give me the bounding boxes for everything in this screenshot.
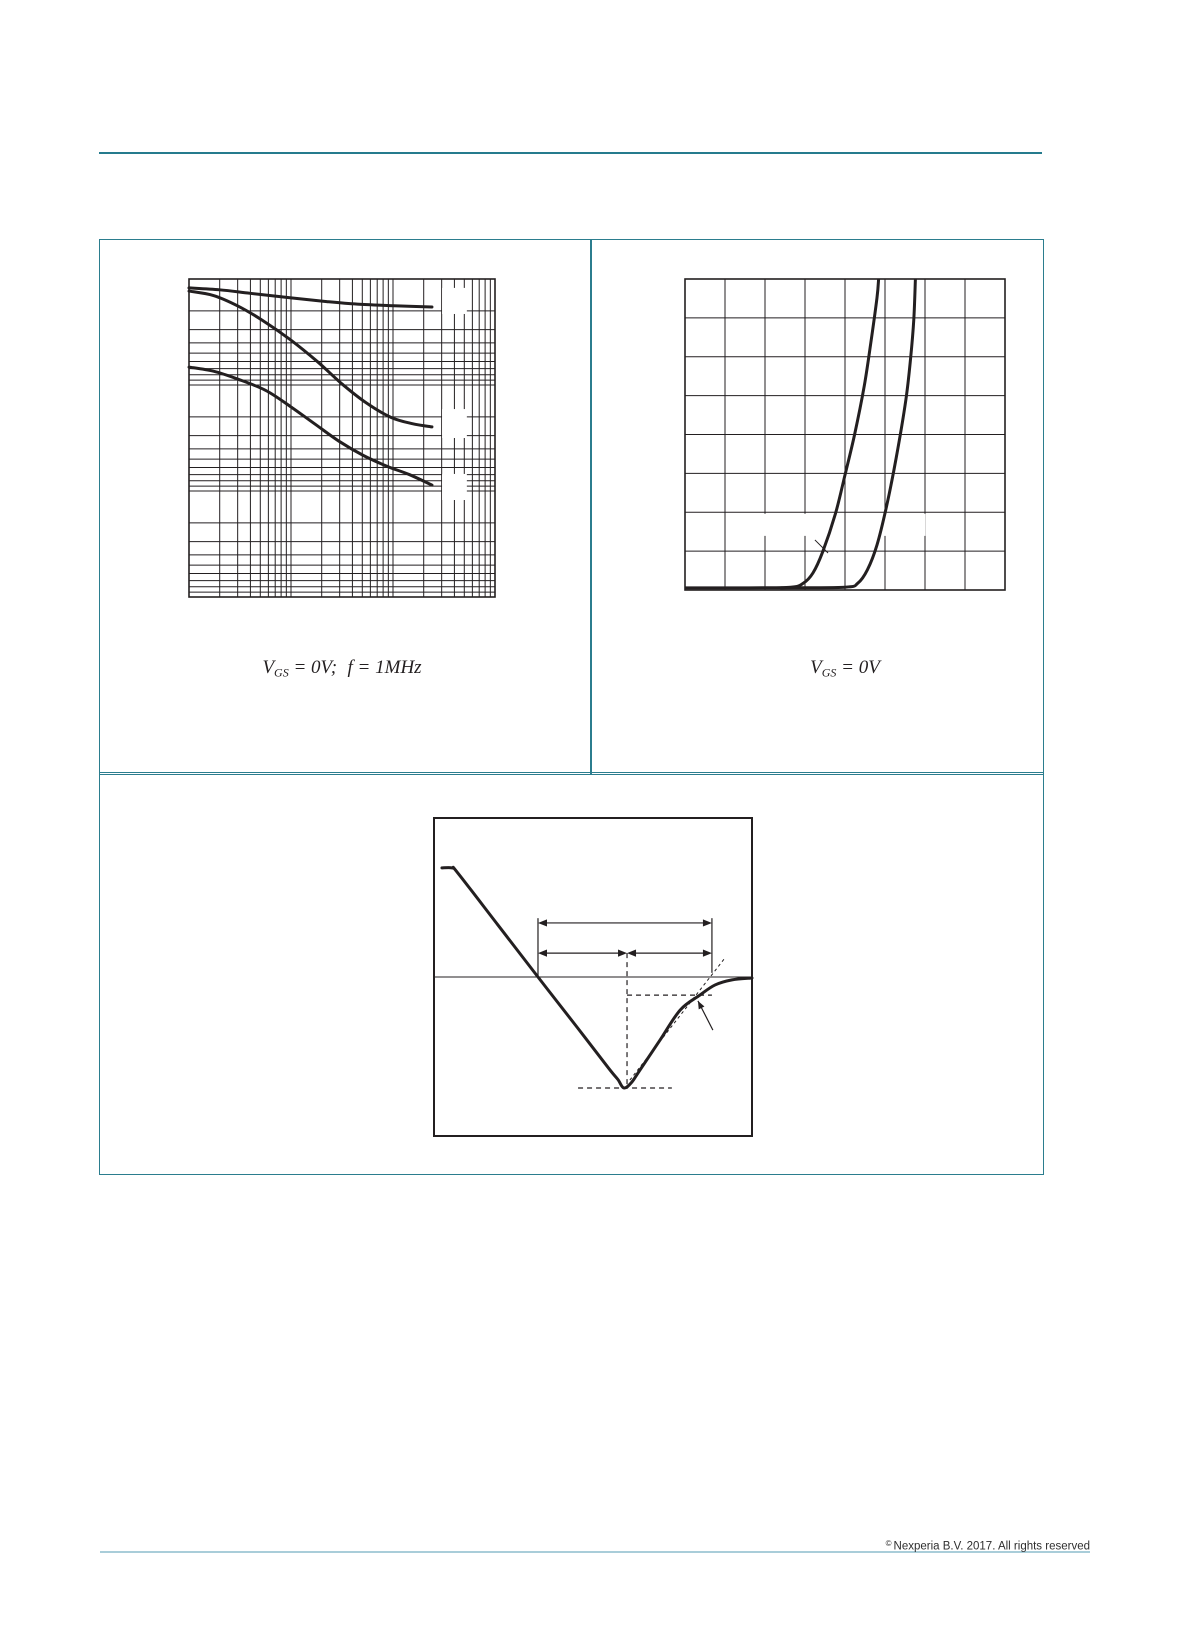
caption-var-f: f [347, 657, 353, 678]
left-chart-caption [142, 657, 542, 681]
footer-copyright [886, 1539, 1090, 1553]
caption-sub-gs: GS [274, 665, 289, 680]
caption-var-v: V [262, 657, 275, 678]
caption-var-v: V [810, 657, 822, 678]
copyright-symbol-icon: © [885, 1539, 892, 1548]
caption-eq: = 0V [836, 657, 880, 678]
forward-voltage-chart [640, 240, 1040, 620]
caption-sub-gs: GS [821, 665, 837, 680]
caption-eq: = 0V; [288, 657, 338, 678]
copyright-text: Nexperia B.V. 2017. All rights reserved [893, 1540, 1090, 1553]
caption-freq: = 1MHz [352, 657, 422, 678]
top-divider-rule [99, 152, 1042, 154]
capacitance-chart [150, 240, 550, 620]
reverse-recovery-diagram [400, 790, 790, 1170]
right-chart-caption [645, 657, 1045, 681]
